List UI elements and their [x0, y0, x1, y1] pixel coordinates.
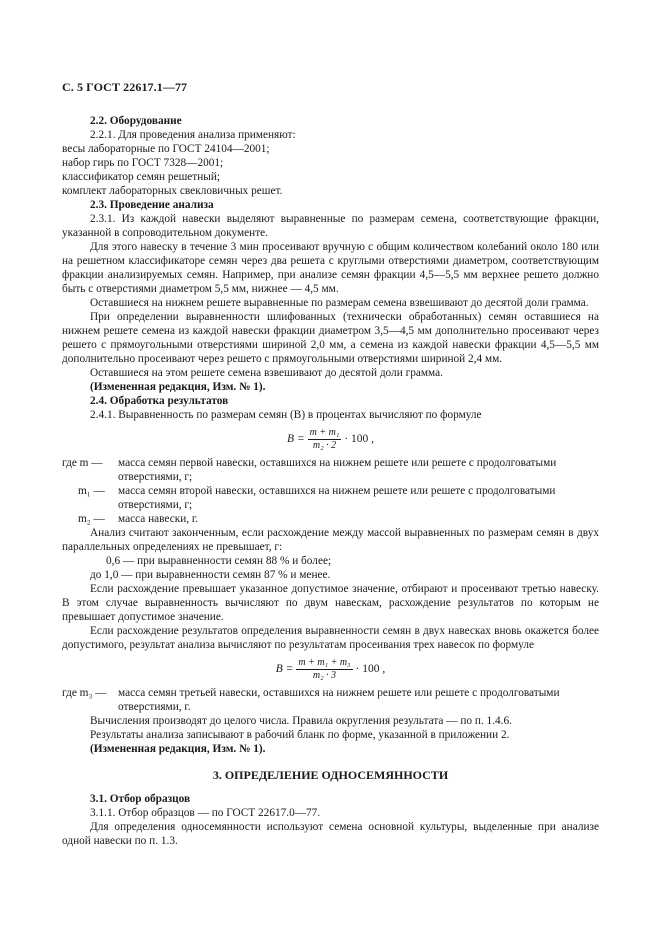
formula-rest: · 100 ,: [355, 663, 386, 675]
page-header: С. 5 ГОСТ 22617.1—77: [62, 80, 188, 94]
variable-text: масса семян третьей навески, оставшихся на нижнем решете или решете с продолговатыми отверстиями, г.: [118, 687, 560, 713]
paragraph: Для определения односемянности используют семена основной культуры, выделенные при анализе одной навески по п. 1.3.: [62, 821, 599, 847]
section-title-3-1: 3.1. Отбор образцов: [90, 793, 191, 805]
paragraph: 2.4.1. Выравненность по размерам семян (B) в процентах вычисляют по формуле: [90, 409, 482, 421]
equipment-item: весы лабораторные по ГОСТ 24104—2001;: [62, 143, 270, 155]
paragraph: Если расхождение результатов определения выравненности семян в двух навесках вновь окажется более допустимого, результат анализа вычисляют по результатам просеивания трех навесок по формуле: [62, 625, 599, 651]
equipment-item: комплект лабораторных свекловичных решет.: [62, 185, 283, 197]
page-content: [62, 114, 599, 848]
formula-three-samples: [62, 652, 599, 686]
variable-definition: [62, 484, 599, 512]
variable-text: масса семян второй навески, оставшихся на нижнем решете или решете с продолговатыми отверстиями, г;: [118, 485, 556, 511]
chapter-heading: 3. ОПРЕДЕЛЕНИЕ ОДНОСЕМЯННОСТИ: [212, 768, 449, 782]
section-title-2-4: 2.4. Обработка результатов: [90, 395, 229, 407]
paragraph: Для этого навеску в течение 3 мин просеивают вручную с общим количеством колебаний около 180 или на решетном классификаторе семян через два решета с круглыми отверстиями диаметром, соответствующим фракции анализируемых семян. Например, при анализе семян фракции 4,5—5,5 мм верхнее решето должно быть с отверстиями диаметром 5,5 мм, нижнее — 4,5 мм.: [62, 241, 599, 295]
variable-symbol: m₁ —: [78, 485, 105, 497]
variable-definition: [62, 512, 599, 526]
tolerance-item: до 1,0 — при выравненности семян 87 % и менее.: [90, 569, 331, 581]
variable-symbol: m₂ —: [78, 513, 105, 525]
paragraph: Вычисления производят до целого числа. Правила округления результата — по п. 1.4.6.: [90, 715, 512, 727]
formula-numerator: m + m₁ + m₃: [298, 656, 351, 668]
paragraph: 2.2.1. Для проведения анализа применяют:: [90, 129, 296, 141]
paragraph: Оставшиеся на нижнем решете выравненные по размерам семена взвешивают до десятой доли грамма.: [90, 297, 589, 309]
amendment-note: (Измененная редакция, Изм. № 1).: [90, 381, 266, 393]
formula-fraction: [308, 427, 342, 452]
equipment-item: классификатор семян решетный;: [62, 171, 221, 183]
variable-definition: [62, 456, 599, 484]
equipment-item: набор гирь по ГОСТ 7328—2001;: [62, 157, 224, 169]
amendment-note: (Измененная редакция, Изм. № 1).: [90, 743, 266, 755]
variable-text: масса навески, г.: [118, 513, 199, 525]
formula-uniformity: [62, 422, 599, 456]
variable-definition: [62, 686, 599, 714]
paragraph: При определении выравненности шлифованных (технически обработанных) семян оставшиеся на нижнем решете семена из каждой навески фракции диаметром 3,5—4,5 мм дополнительно просеивают через решето с прямоугольными отверстиями шириной 2,0 мм, а семена из каждой навески фракции 4,5—5,5 мм дополнительно просеивают через решето с прямоугольными отверстиями шириной 2,4 мм.: [62, 311, 599, 365]
variable-text: масса семян первой навески, оставшихся на нижнем решете или решете с продолговатыми отверстиями, г;: [118, 457, 557, 483]
paragraph: Если расхождение превышает указанное допустимое значение, отбирают и просеивают третью навеску. В этом случае выравненность вычисляют по двум навескам, расхождение результатов по которым не превышает допустимое значение.: [62, 583, 599, 623]
paragraph: 3.1.1. Отбор образцов — по ГОСТ 22617.0—77.: [90, 807, 321, 819]
section-title-2-3: 2.3. Проведение анализа: [90, 199, 214, 211]
formula-fraction: [296, 657, 352, 682]
variable-symbol: где m —: [62, 457, 103, 469]
paragraph: 2.3.1. Из каждой навески выделяют выравненные по размерам семена, соответствующие фракции, указанной в сопроводительном документе.: [62, 213, 599, 239]
formula-numerator: m + m₁: [309, 426, 340, 438]
formula-rest: · 100 ,: [344, 433, 375, 445]
paragraph: Результаты анализа записывают в рабочий бланк по форме, указанной в приложении 2.: [90, 729, 510, 741]
paragraph: Анализ считают законченным, если расхождение между массой выравненных по размерам семян в двух параллельных определениях не превышает, г:: [62, 527, 599, 553]
formula-denominator: m₂ · 3: [312, 669, 337, 681]
tolerance-item: 0,6 — при выравненности семян 88 % и более;: [106, 555, 332, 567]
paragraph: Оставшиеся на этом решете семена взвешивают до десятой доли грамма.: [90, 367, 443, 379]
formula-lhs: B =: [286, 433, 305, 445]
formula-denominator: m₂ · 2: [312, 439, 337, 451]
section-title-2-2: 2.2. Оборудование: [90, 115, 182, 127]
variable-symbol: где m₃ —: [62, 687, 107, 699]
formula-lhs: B =: [275, 663, 294, 675]
